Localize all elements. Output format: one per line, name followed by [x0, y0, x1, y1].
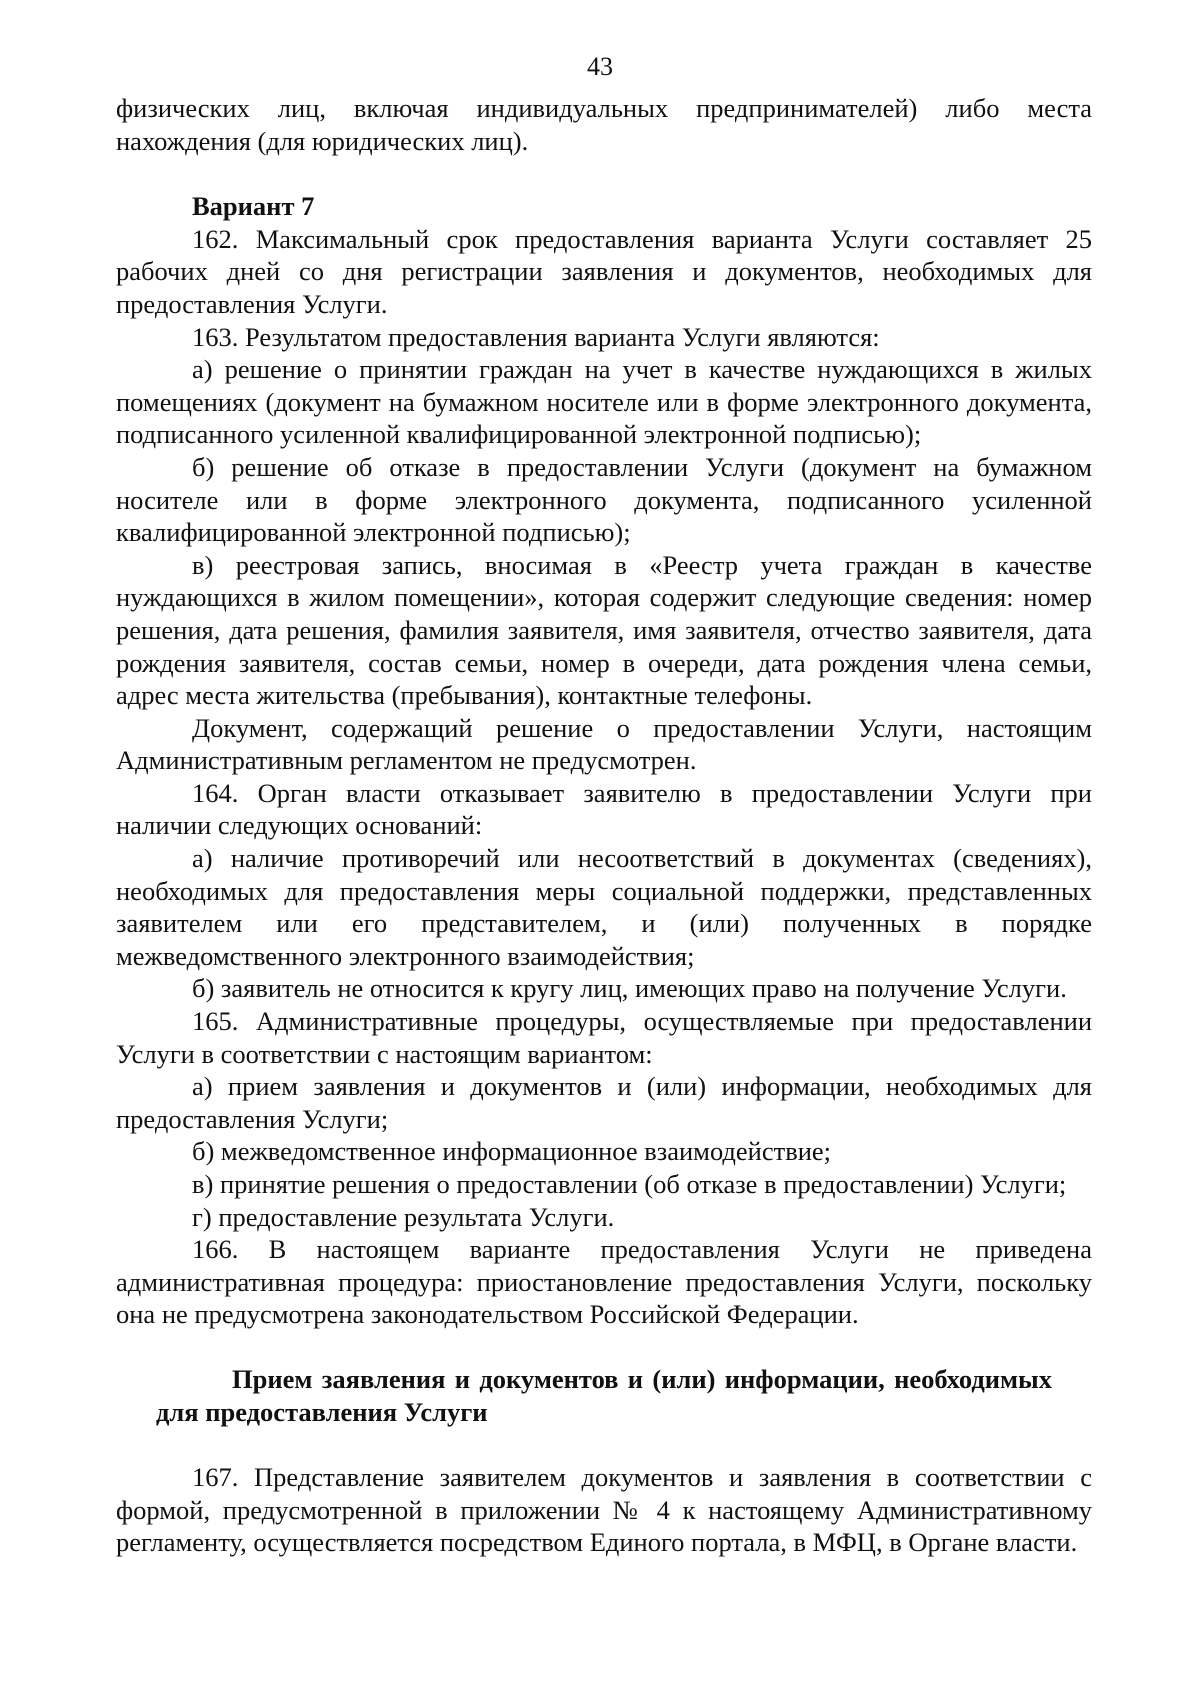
paragraph-163-c: в) реестровая запись, вносимая в «Реестр учета граждан в качестве нуждающихся в жилом помещении», которая содержит следующие сведения: номер решения, дата решения, фамилия заявителя, имя заявителя, отчество заявителя, дата рождения заявителя, состав семьи, номер в очереди, дата рождения члена семьи, адрес места жительства (пребывания), контактные телефоны. [116, 549, 1092, 711]
paragraph-165-d: г) предоставление результата Услуги. [192, 1201, 615, 1232]
paragraph-165-a: а) прием заявления и документов и (или) информации, необходимых для предоставления Услуги; [116, 1071, 1092, 1134]
document-body [116, 92, 1092, 1559]
paragraph-163-a: а) решение о принятии граждан на учет в качестве нуждающихся в жилых помещениях (документ на бумажном носителе или в форме электронного документа, подписанного усиленной квалифицированной электронной подписью); [116, 354, 1092, 450]
intro-paragraph: физических лиц, включая индивидуальных предпринимателей) либо места нахождения (для юридических лиц). [116, 93, 1092, 156]
paragraph-163-document-note: Документ, содержащий решение о предоставлении Услуги, настоящим Административным регламентом не предусмотрен. [116, 712, 1092, 776]
paragraph-163-b: б) решение об отказе в предоставлении Услуги (документ на бумажном носителе или в форме электронного документа, подписанного усиленной квалифицированной электронной подписью); [116, 451, 1092, 548]
paragraph-163: 163. Результатом предоставления варианта Услуги являются: [192, 321, 880, 352]
paragraph-165-b: б) межведомственное информационное взаимодействие; [192, 1136, 832, 1167]
paragraph-165-c: в) принятие решения о предоставлении (об отказе в предоставлении) Услуги; [192, 1169, 1067, 1199]
section-heading: Прием заявления и документов и (или) информации, необходимых для предоставления Услуги [156, 1363, 1052, 1427]
paragraph-164-b: б) заявитель не относится к кругу лиц, имеющих право на получение Услуги. [192, 973, 1067, 1004]
paragraph-164: 164. Орган власти отказывает заявителю в предоставлении Услуги при наличии следующих оснований: [116, 777, 1092, 841]
variant-heading: Вариант 7 [192, 191, 315, 222]
page-number: 43 [587, 52, 613, 81]
paragraph-167: 167. Представление заявителем документов и заявления в соответствии с формой, предусмотренной в приложении № 4 к настоящему Административному регламенту, осуществляется посредством Единого портала, в МФЦ, в Органе власти. [116, 1462, 1092, 1558]
paragraph-164-a: а) наличие противоречий или несоответствий в документах (сведениях), необходимых для предоставления меры социальной поддержки, представленных заявителем или его представителем, и (или) полученных в порядке межведомственного электронного взаимодействия; [116, 843, 1092, 971]
paragraph-165: 165. Административные процедуры, осуществляемые при предоставлении Услуги в соответствии с настоящим вариантом: [116, 1006, 1092, 1069]
paragraph-166: 166. В настоящем варианте предоставления Услуги не приведена административная процедура: приостановление предоставления Услуги, поскольку она не предусмотрена законодательством Российской Федерации. [116, 1234, 1092, 1330]
paragraph-162: 162. Максимальный срок предоставления варианта Услуги составляет 25 рабочих дней со дня регистрации заявления и документов, необходимых для предоставления Услуги. [116, 223, 1092, 319]
